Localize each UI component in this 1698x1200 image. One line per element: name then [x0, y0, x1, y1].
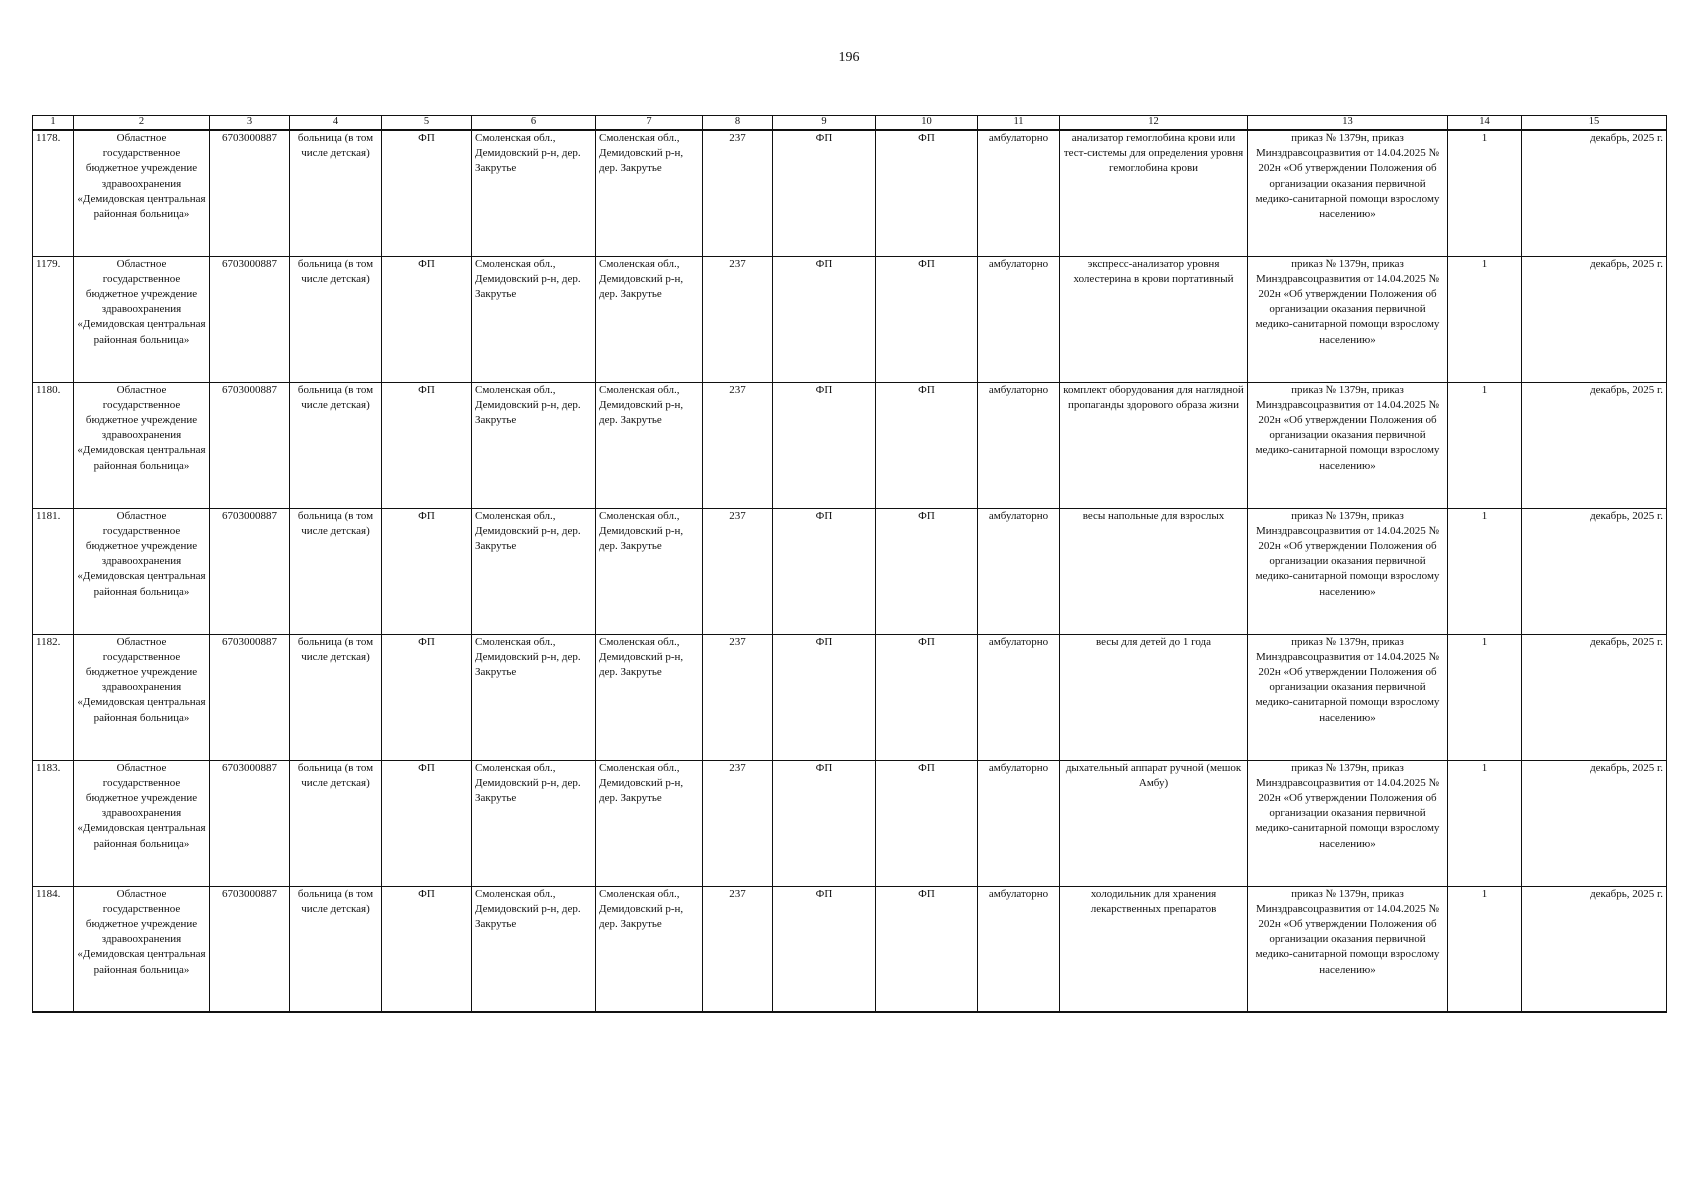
unit-type: ФП — [382, 634, 472, 760]
facility-type: больница (в том числе детская) — [290, 256, 382, 382]
unit-type: ФП — [382, 760, 472, 886]
col9-value: ФП — [773, 256, 876, 382]
quantity: 1 — [1448, 256, 1522, 382]
facility-type: больница (в том числе детская) — [290, 634, 382, 760]
col10-value: ФП — [876, 508, 978, 634]
deadline: декабрь, 2025 г. — [1522, 634, 1667, 760]
address-secondary: Смоленская обл., Демидовский р-н, дер. Закрутье — [596, 382, 703, 508]
quantity: 1 — [1448, 886, 1522, 1012]
legal-basis: приказ № 1379н, приказ Минздравсоцразвития от 14.04.2025 № 202н «Об утверждении Положения об организации оказания первичной медико-санитарной помощи взрослому населению» — [1248, 130, 1448, 256]
legal-basis: приказ № 1379н, приказ Минздравсоцразвития от 14.04.2025 № 202н «Об утверждении Положения об организации оказания первичной медико-санитарной помощи взрослому населению» — [1248, 256, 1448, 382]
quantity: 1 — [1448, 130, 1522, 256]
row-number: 1180. — [33, 382, 74, 508]
care-mode: амбулаторно — [978, 886, 1060, 1012]
organization-name: Областное государственное бюджетное учреждение здравоохранения «Демидовская центральная районная больница» — [74, 760, 210, 886]
col10-value: ФП — [876, 130, 978, 256]
col10-value: ФП — [876, 634, 978, 760]
legal-basis: приказ № 1379н, приказ Минздравсоцразвития от 14.04.2025 № 202н «Об утверждении Положения об организации оказания первичной медико-санитарной помощи взрослому населению» — [1248, 634, 1448, 760]
organization-name: Областное государственное бюджетное учреждение здравоохранения «Демидовская центральная районная больница» — [74, 130, 210, 256]
col9-value: ФП — [773, 634, 876, 760]
equipment-name: экспресс-анализатор уровня холестерина в крови портативный — [1060, 256, 1248, 382]
facility-type: больница (в том числе детская) — [290, 760, 382, 886]
equipment-name: холодильник для хранения лекарственных препаратов — [1060, 886, 1248, 1012]
locality-code: 237 — [703, 634, 773, 760]
unit-type: ФП — [382, 256, 472, 382]
locality-code: 237 — [703, 130, 773, 256]
col10-value: ФП — [876, 256, 978, 382]
legal-basis: приказ № 1379н, приказ Минздравсоцразвития от 14.04.2025 № 202н «Об утверждении Положения об организации оказания первичной медико-санитарной помощи взрослому населению» — [1248, 508, 1448, 634]
col-header-13: 13 — [1248, 116, 1448, 131]
address-primary: Смоленская обл., Демидовский р-н, дер. Закрутье — [472, 382, 596, 508]
column-number-row — [33, 116, 1667, 131]
row-number: 1184. — [33, 886, 74, 1012]
col-header-8: 8 — [703, 116, 773, 131]
inn-code: 6703000887 — [210, 886, 290, 1012]
unit-type: ФП — [382, 508, 472, 634]
row-number: 1183. — [33, 760, 74, 886]
address-secondary: Смоленская обл., Демидовский р-н, дер. Закрутье — [596, 760, 703, 886]
col-header-5: 5 — [382, 116, 472, 131]
col-header-6: 6 — [472, 116, 596, 131]
care-mode: амбулаторно — [978, 256, 1060, 382]
address-primary: Смоленская обл., Демидовский р-н, дер. Закрутье — [472, 634, 596, 760]
table-row — [33, 256, 1667, 382]
facility-type: больница (в том числе детская) — [290, 886, 382, 1012]
unit-type: ФП — [382, 130, 472, 256]
col9-value: ФП — [773, 886, 876, 1012]
address-primary: Смоленская обл., Демидовский р-н, дер. Закрутье — [472, 130, 596, 256]
inn-code: 6703000887 — [210, 130, 290, 256]
table-row — [33, 760, 1667, 886]
locality-code: 237 — [703, 256, 773, 382]
care-mode: амбулаторно — [978, 130, 1060, 256]
col-header-3: 3 — [210, 116, 290, 131]
deadline: декабрь, 2025 г. — [1522, 508, 1667, 634]
equipment-table — [32, 115, 1667, 1013]
table-row — [33, 508, 1667, 634]
organization-name: Областное государственное бюджетное учреждение здравоохранения «Демидовская центральная районная больница» — [74, 508, 210, 634]
col10-value: ФП — [876, 382, 978, 508]
care-mode: амбулаторно — [978, 634, 1060, 760]
deadline: декабрь, 2025 г. — [1522, 886, 1667, 1012]
col-header-7: 7 — [596, 116, 703, 131]
care-mode: амбулаторно — [978, 760, 1060, 886]
equipment-name: дыхательный аппарат ручной (мешок Амбу) — [1060, 760, 1248, 886]
equipment-name: комплект оборудования для наглядной пропаганды здорового образа жизни — [1060, 382, 1248, 508]
equipment-name: весы для детей до 1 года — [1060, 634, 1248, 760]
table-row — [33, 886, 1667, 1012]
address-primary: Смоленская обл., Демидовский р-н, дер. Закрутье — [472, 508, 596, 634]
inn-code: 6703000887 — [210, 508, 290, 634]
col10-value: ФП — [876, 760, 978, 886]
col-header-10: 10 — [876, 116, 978, 131]
row-number: 1179. — [33, 256, 74, 382]
address-secondary: Смоленская обл., Демидовский р-н, дер. Закрутье — [596, 886, 703, 1012]
address-secondary: Смоленская обл., Демидовский р-н, дер. Закрутье — [596, 634, 703, 760]
address-primary: Смоленская обл., Демидовский р-н, дер. Закрутье — [472, 256, 596, 382]
row-number: 1181. — [33, 508, 74, 634]
deadline: декабрь, 2025 г. — [1522, 256, 1667, 382]
care-mode: амбулаторно — [978, 382, 1060, 508]
row-number: 1182. — [33, 634, 74, 760]
organization-name: Областное государственное бюджетное учреждение здравоохранения «Демидовская центральная районная больница» — [74, 382, 210, 508]
page-number: 196 — [838, 50, 860, 65]
row-number: 1178. — [33, 130, 74, 256]
deadline: декабрь, 2025 г. — [1522, 760, 1667, 886]
facility-type: больница (в том числе детская) — [290, 130, 382, 256]
table-row — [33, 382, 1667, 508]
col-header-14: 14 — [1448, 116, 1522, 131]
col10-value: ФП — [876, 886, 978, 1012]
deadline: декабрь, 2025 г. — [1522, 382, 1667, 508]
organization-name: Областное государственное бюджетное учреждение здравоохранения «Демидовская центральная районная больница» — [74, 634, 210, 760]
col9-value: ФП — [773, 130, 876, 256]
equipment-name: анализатор гемоглобина крови или тест-системы для определения уровня гемоглобина крови — [1060, 130, 1248, 256]
quantity: 1 — [1448, 634, 1522, 760]
col-header-4: 4 — [290, 116, 382, 131]
quantity: 1 — [1448, 508, 1522, 634]
equipment-name: весы напольные для взрослых — [1060, 508, 1248, 634]
locality-code: 237 — [703, 508, 773, 634]
table-row — [33, 634, 1667, 760]
unit-type: ФП — [382, 382, 472, 508]
legal-basis: приказ № 1379н, приказ Минздравсоцразвития от 14.04.2025 № 202н «Об утверждении Положения об организации оказания первичной медико-санитарной помощи взрослому населению» — [1248, 886, 1448, 1012]
inn-code: 6703000887 — [210, 382, 290, 508]
facility-type: больница (в том числе детская) — [290, 382, 382, 508]
locality-code: 237 — [703, 382, 773, 508]
address-primary: Смоленская обл., Демидовский р-н, дер. Закрутье — [472, 760, 596, 886]
col9-value: ФП — [773, 382, 876, 508]
col-header-11: 11 — [978, 116, 1060, 131]
unit-type: ФП — [382, 886, 472, 1012]
address-secondary: Смоленская обл., Демидовский р-н, дер. Закрутье — [596, 130, 703, 256]
inn-code: 6703000887 — [210, 256, 290, 382]
col9-value: ФП — [773, 760, 876, 886]
col-header-2: 2 — [74, 116, 210, 131]
legal-basis: приказ № 1379н, приказ Минздравсоцразвития от 14.04.2025 № 202н «Об утверждении Положения об организации оказания первичной медико-санитарной помощи взрослому населению» — [1248, 382, 1448, 508]
table-row — [33, 130, 1667, 256]
col-header-9: 9 — [773, 116, 876, 131]
col-header-15: 15 — [1522, 116, 1667, 131]
inn-code: 6703000887 — [210, 634, 290, 760]
col-header-12: 12 — [1060, 116, 1248, 131]
facility-type: больница (в том числе детская) — [290, 508, 382, 634]
care-mode: амбулаторно — [978, 508, 1060, 634]
quantity: 1 — [1448, 382, 1522, 508]
organization-name: Областное государственное бюджетное учреждение здравоохранения «Демидовская центральная районная больница» — [74, 256, 210, 382]
address-secondary: Смоленская обл., Демидовский р-н, дер. Закрутье — [596, 508, 703, 634]
deadline: декабрь, 2025 г. — [1522, 130, 1667, 256]
legal-basis: приказ № 1379н, приказ Минздравсоцразвития от 14.04.2025 № 202н «Об утверждении Положения об организации оказания первичной медико-санитарной помощи взрослому населению» — [1248, 760, 1448, 886]
address-primary: Смоленская обл., Демидовский р-н, дер. Закрутье — [472, 886, 596, 1012]
address-secondary: Смоленская обл., Демидовский р-н, дер. Закрутье — [596, 256, 703, 382]
col9-value: ФП — [773, 508, 876, 634]
locality-code: 237 — [703, 886, 773, 1012]
inn-code: 6703000887 — [210, 760, 290, 886]
organization-name: Областное государственное бюджетное учреждение здравоохранения «Демидовская центральная районная больница» — [74, 886, 210, 1012]
locality-code: 237 — [703, 760, 773, 886]
col-header-1: 1 — [33, 116, 74, 131]
quantity: 1 — [1448, 760, 1522, 886]
